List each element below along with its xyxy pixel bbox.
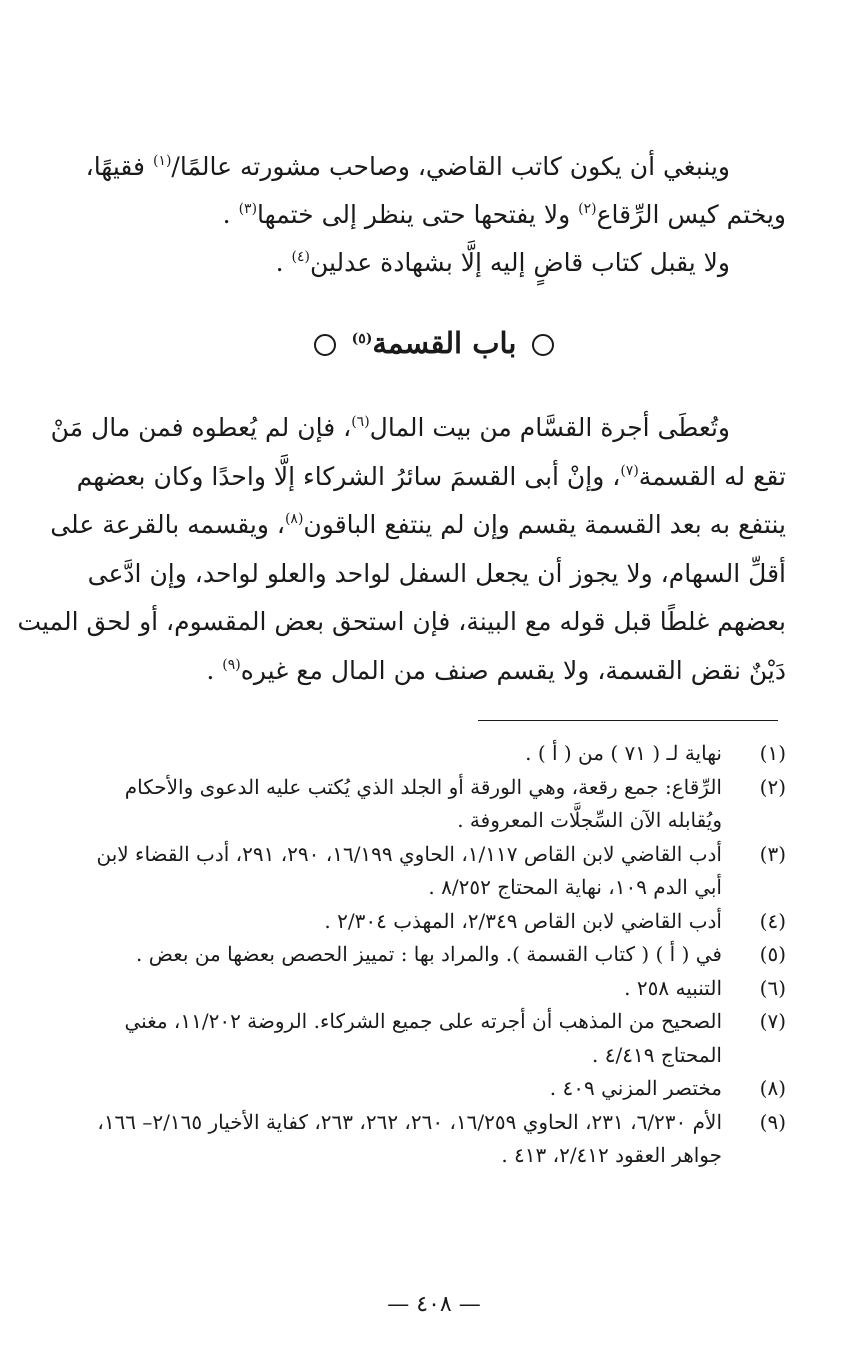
text-line [66, 239, 786, 287]
footnote-item [66, 737, 786, 771]
footnote-item [66, 1106, 786, 1173]
footnote-number: (٩) [759, 1109, 786, 1134]
footnote-number: (٨) [759, 1076, 786, 1100]
circle-ornament-icon [532, 334, 554, 356]
footnote-number: (٤) [759, 908, 786, 933]
text-segment: تقع له القسمة [638, 461, 786, 491]
text-segment: ويختم كيس الرِّقاع [596, 200, 786, 229]
footnote-ref[interactable]: (٤) [291, 249, 310, 265]
text-line [66, 647, 786, 696]
text-segment: فقيهًا، [85, 152, 153, 181]
footnote-text: الرِّقاع: جمع رقعة، وهي الورقة أو الجلد الذي يُكتب عليه الدعوى والأحكام ويُقابله الآن السِّجلَّات المعروفة . [124, 774, 722, 832]
text-line: أقلِّ السهام، ولا يجوز أن يجعل السفل لواحد والعلو لواحد، وإن ادَّعى [87, 558, 786, 588]
footnote-item [66, 1005, 786, 1072]
text-segment: . [206, 655, 223, 685]
page-number: — ٤٠٨ — [387, 1292, 481, 1317]
text-segment: ، وإنْ أبى القسمَ سائرُ الشركاء إلَّا واحدًا وكان بعضهم [76, 461, 621, 491]
text-segment: ولا يقبل كتاب قاضٍ إليه إلَّا بشهادة عدلين [309, 248, 730, 277]
footnote-text: أدب القاضي لابن القاص ١/١١٧، الحاوي ١٦/١٩٩، ٢٩٠، ٢٩١، أدب القضاء لابن أبي الدم ١٠٩، نهاية المحتاج ٨/٢٥٢ . [96, 841, 722, 899]
footnote-number: (٣) [759, 841, 786, 866]
footnote-item [66, 838, 786, 905]
footnote-number: (٧) [759, 1009, 786, 1033]
footnote-ref[interactable]: (٨) [284, 511, 304, 527]
footnote-text: التنبيه ٢٥٨ . [624, 975, 722, 1000]
chapter-heading [0, 318, 868, 368]
footnote-number: (٥) [759, 942, 786, 966]
text-segment: وينبغي أن يكون كاتب القاضي، وصاحب مشورته عالمًا/ [171, 152, 730, 181]
text-segment: ولا يفتحها حتى ينظر إلى ختمها [257, 200, 579, 229]
text-line [66, 191, 786, 239]
footnote-text: نهاية لـ ( ٧١ ) من ( أ ) . [525, 741, 722, 765]
footnote-item [66, 771, 786, 838]
footnote-ref[interactable]: (٣) [238, 201, 258, 217]
text-line [50, 501, 786, 550]
footnote-text: مختصر المزني ٤٠٩ . [549, 1076, 722, 1100]
text-segment: دَيْنٌ نقض القسمة، ولا يقسم صنف من المال مع غيره [240, 655, 786, 685]
footnote-ref[interactable]: (٢) [578, 201, 597, 217]
footnotes-list [66, 737, 786, 1173]
text-segment: . [222, 200, 239, 229]
text-segment: وتُعطَى أجرة القسَّام من بيت المال [369, 413, 730, 442]
footnote-item [66, 972, 786, 1006]
text-line [66, 143, 786, 191]
footnote-divider [478, 720, 778, 721]
footnote-ref[interactable]: (١) [152, 153, 172, 169]
footnote-ref[interactable]: (٦) [351, 414, 370, 430]
footnote-ref[interactable]: (٥) [351, 331, 373, 347]
opening-paragraph [66, 143, 786, 287]
main-paragraph [17, 404, 786, 695]
text-line [50, 404, 786, 453]
footnote-ref[interactable]: (٧) [620, 462, 639, 479]
footnote-text: الصحيح من المذهب أن أجرته على جميع الشركاء. الروضة ١١/٢٠٢، مغني المحتاج ٤/٤١٩ . [124, 1009, 722, 1067]
text-segment: ، ويقسمه بالقرعة على [50, 510, 285, 539]
footnote-number: (٢) [759, 774, 786, 799]
footnote-ref[interactable]: (٩) [222, 656, 241, 673]
footnote-text: أدب القاضي لابن القاص ٢/٣٤٩، المهذب ٢/٣٠٤ . [324, 908, 722, 933]
footnote-number: (١) [759, 741, 786, 765]
text-segment: . [275, 248, 292, 277]
footnote-text: في ( أ ) ( كتاب القسمة ). والمراد بها : تمييز الحصص بعضها من بعض . [136, 942, 722, 966]
footnote-text: الأم ٦/٢٣٠، ٢٣١، الحاوي ١٦/٢٥٩، ٢٦٠، ٢٦٢، ٢٦٣، كفاية الأخيار ٢/١٦٥– ١٦٦، جواهر العقود ٢/٤١٢، ٤١٣ . [97, 1109, 722, 1167]
footnote-item [66, 938, 786, 972]
chapter-title: باب القسمة [372, 326, 517, 360]
footnote-item [66, 905, 786, 939]
text-segment: ينتفع به بعد القسمة يقسم وإن لم ينتفع الباقون [303, 510, 786, 539]
circle-ornament-icon [314, 334, 336, 356]
text-segment: ، فإن لم يُعطوه فمن مال مَنْ [50, 413, 352, 442]
footnote-item [66, 1072, 786, 1106]
text-line [66, 453, 786, 502]
footnote-number: (٦) [759, 975, 786, 1000]
text-line: بعضهم غلطًا قبل قوله مع البينة، فإن استحق بعض المقسوم، أو لحق الميت [17, 607, 786, 636]
